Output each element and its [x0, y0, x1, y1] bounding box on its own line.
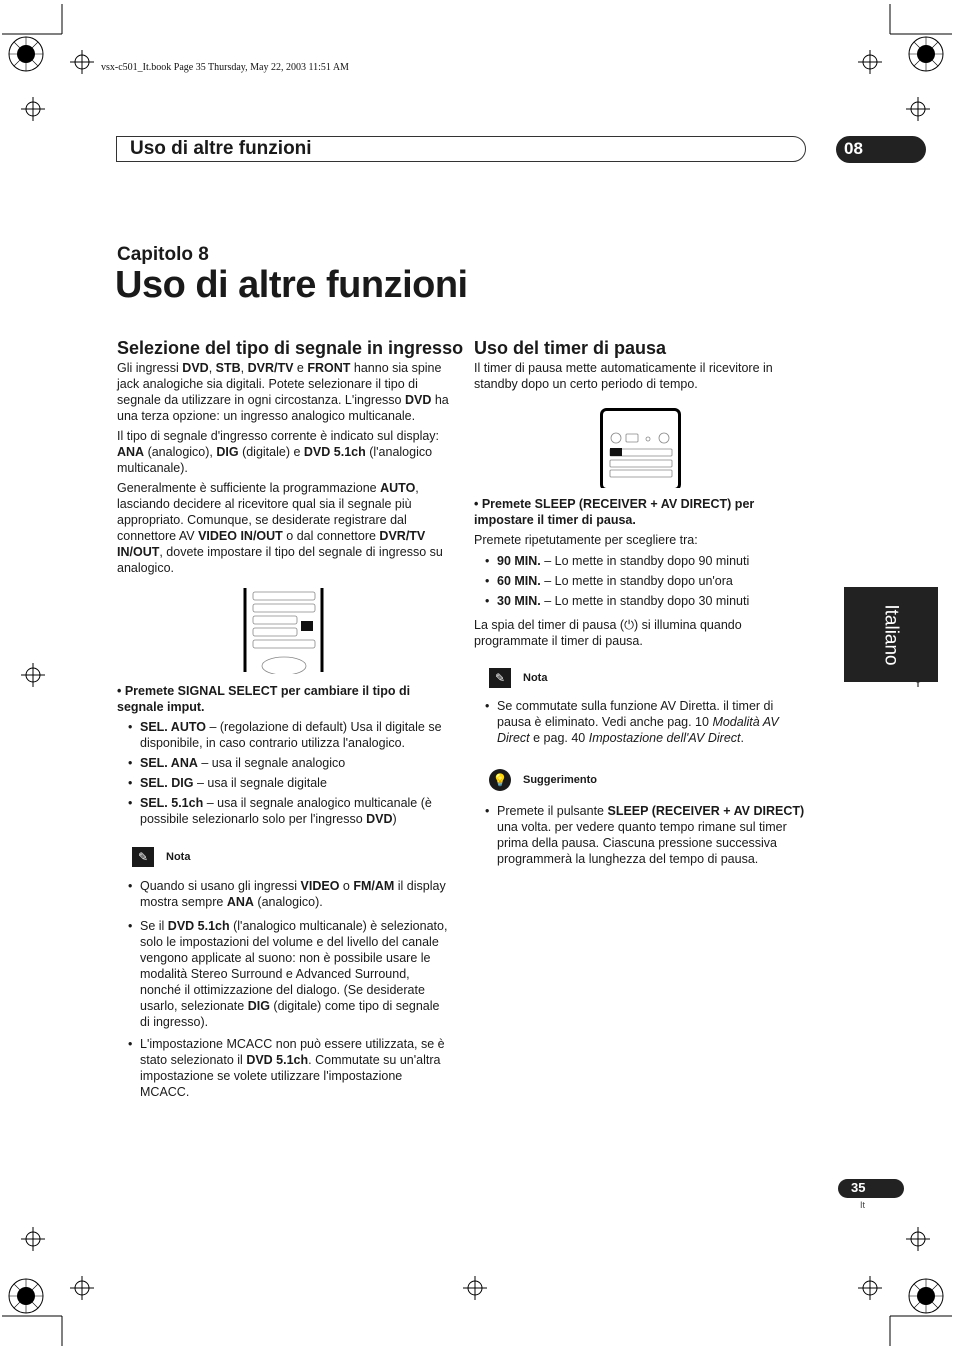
- left-column: [117, 360, 453, 580]
- list-item: • 30 MIN. – Lo mette in standby dopo 30 minuti: [497, 593, 804, 609]
- page-number: 35: [838, 1179, 904, 1198]
- list-item: • L'impostazione MCACC non può essere utilizzata, se è stato selezionato il DVD 5.1ch. Commutate su un'altra impostazione se volete utilizzare l'impostazione MCACC.: [140, 1036, 452, 1100]
- list-item: • 60 MIN. – Lo mette in standby dopo un'ora: [497, 573, 804, 589]
- sleep-instruction: • Premete SLEEP (RECEIVER + AV DIRECT) per impostare il timer di pausa.: [474, 497, 755, 527]
- page-language: It: [860, 1200, 866, 1210]
- list-item: • SEL. DIG – usa il segnale digitale: [140, 775, 453, 791]
- right-note-header: [489, 668, 547, 688]
- list-item: • Quando si usano gli ingressi VIDEO o FM/AM il display mostra sempre ANA (analogico).: [140, 878, 452, 910]
- signal-options-list: [140, 719, 453, 827]
- left-paragraph-2: Il tipo di segnale d'ingresso corrente è indicato sul display: ANA (analogico), DIG (digitale) e DVD 5.1ch (l'analogico multicanale).: [117, 429, 440, 475]
- lightbulb-icon: 💡: [489, 769, 511, 791]
- remote-control-illustration: [243, 588, 325, 674]
- note-label: Nota: [166, 851, 191, 863]
- right-notes: [497, 698, 803, 750]
- list-item: • SEL. 5.1ch – usa il segnale analogico multicanale (è possibile selezionarlo solo per l'ingresso DVD): [140, 795, 453, 827]
- sleep-indicator-text: La spia del timer di pausa (⏻) si illumina quando programmate il timer di pausa.: [474, 618, 742, 648]
- list-item: • Se commutate sulla funzione AV Diretta. il timer di pausa è eliminato. Vedi anche pag. 10 Modalità AV Direct e pag. 40 Impostazione dell'AV Direct.: [497, 698, 803, 746]
- chapter-number-badge: 08: [836, 136, 926, 163]
- right-intro: Il timer di pausa mette automaticamente il ricevitore in standby dopo un certo periodo di tempo.: [474, 361, 773, 391]
- tip-label: Suggerimento: [523, 774, 597, 786]
- tip-header: [489, 769, 597, 791]
- list-item: • Premete il pulsante SLEEP (RECEIVER + AV DIRECT) una volta. per vedere quanto tempo rimane sul timer prima della pausa. Ciascuna pressione successiva programmerà la lunghezza del tempo di pausa.: [497, 803, 807, 867]
- left-note-header: [132, 847, 190, 867]
- list-item: • SEL. AUTO – (regolazione di default) Usa il digitale se disponibile, in caso contrario utilizza l'analogico.: [140, 719, 453, 751]
- language-side-tab: [844, 587, 938, 682]
- left-instructions: [117, 683, 453, 831]
- language-label: Italiano: [881, 603, 902, 666]
- left-notes: [140, 878, 452, 1104]
- chapter-label: Capitolo 8: [117, 244, 209, 265]
- list-item: • 90 MIN. – Lo mette in standby dopo 90 minuti: [497, 553, 804, 569]
- note-label: Nota: [523, 672, 548, 684]
- chapter-title: Uso di altre funzioni: [115, 264, 468, 306]
- header-title: Uso di altre funzioni: [130, 138, 312, 159]
- book-info: vsx-c501_It.book Page 35 Thursday, May 22, 2003 11:51 AM: [101, 62, 349, 73]
- sleep-options-list: [497, 553, 804, 609]
- left-section-heading: Selezione del tipo di segnale in ingresso: [117, 338, 464, 358]
- signal-select-instruction: • Premete SIGNAL SELECT per cambiare il tipo di segnale imput.: [117, 684, 411, 714]
- pencil-icon: ✎: [132, 847, 154, 867]
- left-paragraph-3: Generalmente è sufficiente la programmazione AUTO, lasciando decidere al ricevitore qual sia il segnale più appropriato. Comunque, se desiderate registrare dal connettore AV VIDEO IN/OUT o dal connettore DVR/TV IN/OUT, dovete impostare il tipo del segnale di ingresso su analogico.: [117, 481, 443, 575]
- remote-control-illustration: [600, 408, 682, 488]
- pencil-icon: ✎: [489, 668, 511, 688]
- list-item: • Se il DVD 5.1ch (l'analogico multicanale) è selezionato, solo le impostazioni del volume e del livello del canale vengono applicate al suono: non è possibile usare le modalità Stereo Surround e Advanced Surround, nonché il ottimizzazione del dialogo. (Se desiderate usarlo, selezionate DIG (digitale) come tipo di segnale di ingresso).: [140, 918, 452, 1030]
- right-section-heading: Uso del timer di pausa: [474, 338, 667, 358]
- right-instructions: [474, 496, 804, 653]
- left-paragraph-1: Gli ingressi DVD, STB, DVR/TV e FRONT hanno sia spine jack analogiche sia digitali. Potete selezionare il tipo di segnale da utilizzare in ogni circostanza. L'ingresso DVD ha una terza opzione: un ingresso analogico multicanale.: [117, 361, 449, 423]
- repeat-instruction: Premete ripetutamente per scegliere tra:: [474, 533, 698, 547]
- list-item: • SEL. ANA – usa il segnale analogico: [140, 755, 453, 771]
- tips: [497, 803, 807, 871]
